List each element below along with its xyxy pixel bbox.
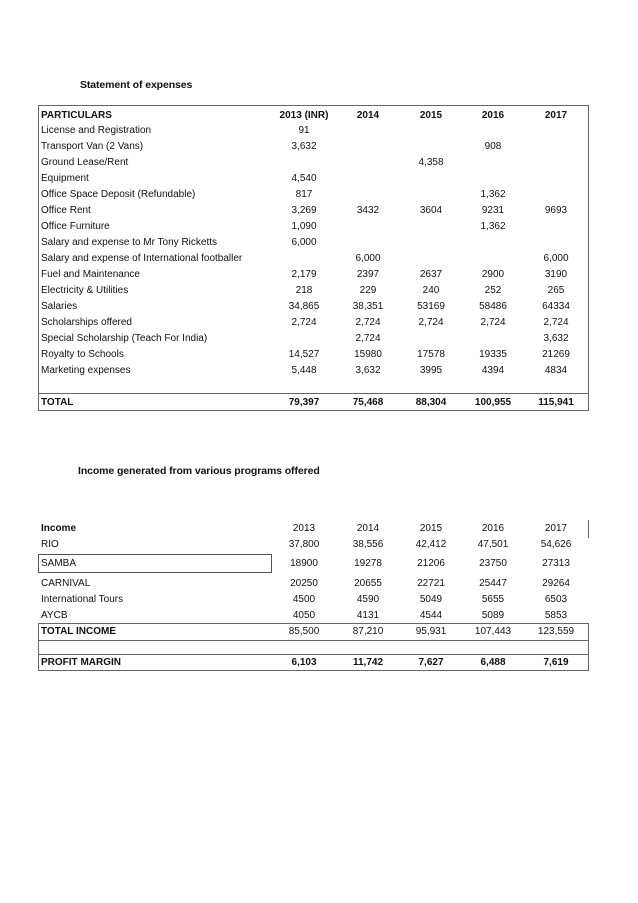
row-label: RIO (41, 539, 59, 550)
value-2017: 9693 (544, 205, 568, 216)
value-2016: 908 (484, 141, 502, 152)
total-2013: 79,397 (288, 397, 320, 408)
header-2015: 2015 (419, 523, 443, 534)
row-label: Office Rent (41, 205, 91, 216)
income-table (38, 520, 589, 670)
value-2014: 2,724 (355, 333, 381, 344)
value-2014: 2397 (356, 269, 380, 280)
table-row (38, 592, 589, 608)
header-2017: 2017 (544, 523, 568, 534)
value-2013: 1,090 (291, 221, 317, 232)
value-2016: 4394 (481, 365, 505, 376)
value-2014: 229 (359, 285, 377, 296)
row-label: Office Space Deposit (Refundable) (41, 189, 196, 200)
value-2016: 2,724 (480, 317, 506, 328)
expenses-table (38, 105, 589, 411)
value-2013: 2,724 (291, 317, 317, 328)
row-label: Royalty to Schools (41, 349, 124, 360)
value-2015: 3604 (419, 205, 443, 216)
value-2016: 252 (484, 285, 502, 296)
value-2015: 3995 (419, 365, 443, 376)
value-2017: 4834 (544, 365, 568, 376)
expenses-title: Statement of expenses (80, 79, 193, 91)
row-label: Special Scholarship (Teach For India) (41, 333, 208, 344)
value-2015: 22721 (417, 578, 445, 589)
total-2013: 85,500 (288, 626, 320, 637)
header-2013: 2013 (INR) (279, 110, 329, 121)
profit-bottom-border (38, 670, 589, 671)
value-2016: 58486 (479, 301, 507, 312)
row-label: International Tours (41, 594, 124, 605)
value-2013: 218 (295, 285, 313, 296)
table-row (38, 608, 589, 624)
total-label: TOTAL (41, 397, 74, 408)
value-2013: 3,269 (291, 205, 317, 216)
header-income: Income (41, 523, 77, 534)
value-2016: 5089 (481, 610, 505, 621)
value-2016: 25447 (479, 578, 507, 589)
income-header-row (38, 521, 589, 537)
value-2014: 6,000 (355, 253, 381, 264)
value-2015: 42,412 (415, 539, 447, 550)
row-label: Ground Lease/Rent (41, 157, 129, 168)
value-2015: 4544 (419, 610, 443, 621)
row-label: Office Furniture (41, 221, 110, 232)
value-2013: 817 (295, 189, 313, 200)
value-2014: 3,632 (355, 365, 381, 376)
header-2013: 2013 (292, 523, 316, 534)
table-row (38, 299, 589, 315)
value-2013: 5,448 (291, 365, 317, 376)
header-2017: 2017 (544, 110, 568, 121)
value-2017: 21269 (542, 349, 570, 360)
row-label: Electricity & Utilities (41, 285, 129, 296)
value-2013: 2,179 (291, 269, 317, 280)
value-2015: 2637 (419, 269, 443, 280)
row-label: Salaries (41, 301, 78, 312)
row-label: CARNIVAL (41, 578, 91, 589)
row-label: Fuel and Maintenance (41, 269, 140, 280)
value-2015: 53169 (417, 301, 445, 312)
profit-margin-label: PROFIT MARGIN (41, 657, 121, 668)
value-2013: 4500 (292, 594, 316, 605)
row-label: SAMBA (41, 558, 77, 569)
value-2017: 29264 (542, 578, 570, 589)
value-2016: 2900 (481, 269, 505, 280)
value-2017: 27313 (542, 558, 570, 569)
total-2014: 75,468 (352, 397, 384, 408)
value-2013: 20250 (290, 578, 318, 589)
table-row (38, 251, 589, 267)
header-2016: 2016 (481, 523, 505, 534)
value-2013: 18900 (290, 558, 318, 569)
value-2013: 34,865 (288, 301, 320, 312)
table-row (38, 576, 589, 592)
value-2013: 37,800 (288, 539, 320, 550)
row-label: Marketing expenses (41, 365, 131, 376)
value-2017: 6,000 (543, 253, 569, 264)
table-row (38, 123, 589, 139)
value-2017: 54,626 (540, 539, 572, 550)
value-2017: 64334 (542, 301, 570, 312)
value-2016: 9231 (481, 205, 505, 216)
row-label: License and Registration (41, 125, 152, 136)
profit-2017: 7,619 (543, 657, 569, 668)
table-row (38, 155, 589, 171)
value-2017: 3190 (544, 269, 568, 280)
table-row (38, 283, 589, 299)
value-2015: 17578 (417, 349, 445, 360)
value-2013: 14,527 (288, 349, 320, 360)
row-label: Transport Van (2 Vans) (41, 141, 144, 152)
value-2017: 2,724 (543, 317, 569, 328)
value-2016: 23750 (479, 558, 507, 569)
value-2015: 4,358 (418, 157, 444, 168)
header-2014: 2014 (356, 110, 380, 121)
value-2017: 265 (547, 285, 565, 296)
profit-2015: 7,627 (418, 657, 444, 668)
table-row (38, 537, 589, 553)
value-2013: 91 (298, 125, 310, 136)
header-2015: 2015 (419, 110, 443, 121)
value-2014: 19278 (354, 558, 382, 569)
value-2017: 5853 (544, 610, 568, 621)
row-label: AYCB (41, 610, 68, 621)
value-2015: 5049 (419, 594, 443, 605)
value-2015: 2,724 (418, 317, 444, 328)
table-row (38, 556, 589, 572)
value-2013: 4,540 (291, 173, 317, 184)
value-2014: 15980 (354, 349, 382, 360)
expenses-header-row (38, 108, 589, 124)
table-row (38, 219, 589, 235)
table-border-bottom (38, 410, 589, 411)
total-2015: 88,304 (415, 397, 447, 408)
table-row (38, 187, 589, 203)
value-2014: 2,724 (355, 317, 381, 328)
total-2017: 123,559 (537, 626, 575, 637)
total-2015: 95,931 (415, 626, 447, 637)
table-row (38, 267, 589, 283)
value-2014: 4590 (356, 594, 380, 605)
row-label: Salary and expense of International footballer (41, 253, 243, 264)
total-income-label: TOTAL INCOME (41, 626, 116, 637)
value-2013: 3,632 (291, 141, 317, 152)
header-2016: 2016 (481, 110, 505, 121)
income-title: Income generated from various programs offered (78, 465, 320, 477)
value-2016: 1,362 (480, 189, 506, 200)
value-2016: 1,362 (480, 221, 506, 232)
profit-2013: 6,103 (291, 657, 317, 668)
value-2014: 3432 (356, 205, 380, 216)
value-2015: 21206 (417, 558, 445, 569)
value-2014: 38,351 (352, 301, 384, 312)
table-row (38, 347, 589, 363)
value-2016: 47,501 (477, 539, 509, 550)
table-row (38, 235, 589, 251)
total-income-row (38, 624, 589, 640)
table-row (38, 331, 589, 347)
total-2014: 87,210 (352, 626, 384, 637)
header-2014: 2014 (356, 523, 380, 534)
row-label: Scholarships offered (41, 317, 132, 328)
value-2013: 6,000 (291, 237, 317, 248)
profit-2016: 6,488 (480, 657, 506, 668)
table-row (38, 139, 589, 155)
value-2017: 3,632 (543, 333, 569, 344)
total-2016: 100,955 (474, 397, 512, 408)
total-2016: 107,443 (474, 626, 512, 637)
value-2016: 5655 (481, 594, 505, 605)
value-2015: 240 (422, 285, 440, 296)
value-2016: 19335 (479, 349, 507, 360)
table-row (38, 203, 589, 219)
row-label: Salary and expense to Mr Tony Ricketts (41, 237, 218, 248)
table-row (38, 315, 589, 331)
table-row (38, 363, 589, 379)
profit-2014: 11,742 (352, 657, 384, 668)
total-income-bottom-border (38, 640, 589, 641)
value-2014: 38,556 (352, 539, 384, 550)
total-divider (38, 393, 589, 394)
expenses-total-row (38, 395, 589, 411)
header-particulars: PARTICULARS (41, 110, 112, 121)
value-2017: 6503 (544, 594, 568, 605)
row-label: Equipment (41, 173, 89, 184)
total-2017: 115,941 (538, 397, 574, 408)
value-2014: 20655 (354, 578, 382, 589)
value-2013: 4050 (292, 610, 316, 621)
table-row (38, 171, 589, 187)
value-2014: 4131 (356, 610, 380, 621)
table-border-top (38, 105, 589, 106)
profit-margin-row (38, 655, 589, 671)
